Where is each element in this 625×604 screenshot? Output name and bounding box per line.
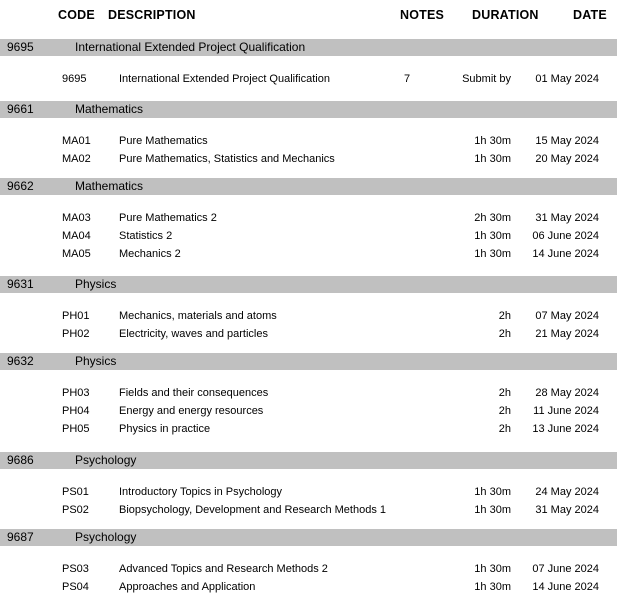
subject-title: Psychology	[75, 530, 137, 544]
subject-header	[0, 178, 617, 195]
unit-date: 07 June 2024	[532, 563, 599, 575]
unit-date: 13 June 2024	[532, 423, 599, 435]
unit-description: Pure Mathematics	[119, 135, 208, 147]
subject-header	[0, 353, 617, 370]
unit-duration: 2h	[498, 328, 511, 340]
column-header-notes: NOTES	[400, 8, 445, 22]
subject-title: Psychology	[75, 453, 137, 467]
unit-description: Pure Mathematics, Statistics and Mechanics	[119, 153, 335, 165]
unit-row	[0, 561, 617, 579]
subject-title: International Extended Project Qualification	[75, 40, 306, 54]
unit-description: Statistics 2	[119, 230, 173, 242]
unit-date: 15 May 2024	[535, 135, 599, 147]
unit-description: Physics in practice	[119, 423, 211, 435]
unit-date: 21 May 2024	[535, 328, 599, 340]
unit-duration: 1h 30m	[474, 581, 511, 593]
unit-row	[0, 228, 617, 246]
unit-row	[0, 133, 617, 151]
column-header-date: DATE	[573, 8, 607, 22]
unit-duration: 1h 30m	[474, 153, 511, 165]
unit-code: MA01	[62, 135, 91, 147]
unit-date: 01 May 2024	[535, 73, 599, 85]
subject-code: 9632	[7, 354, 34, 368]
unit-description: Mechanics, materials and atoms	[119, 310, 277, 322]
unit-description: Biopsychology, Development and Research Methods 1	[119, 504, 387, 516]
unit-description: Mechanics 2	[119, 248, 181, 260]
unit-duration: 2h	[498, 405, 511, 417]
subject-code: 9661	[7, 102, 34, 116]
unit-row	[0, 385, 617, 403]
unit-description: Approaches and Application	[119, 581, 256, 593]
unit-code: MA05	[62, 248, 91, 260]
unit-row	[0, 308, 617, 326]
unit-date: 24 May 2024	[535, 486, 599, 498]
unit-duration: 1h 30m	[474, 248, 511, 260]
unit-code: PH03	[62, 387, 90, 399]
unit-description: Advanced Topics and Research Methods 2	[119, 563, 328, 575]
unit-date: 31 May 2024	[535, 504, 599, 516]
subject-header	[0, 529, 617, 546]
column-header-duration: DURATION	[472, 8, 539, 22]
unit-duration: 2h 30m	[474, 212, 511, 224]
unit-row	[0, 326, 617, 344]
subject-code: 9631	[7, 277, 34, 291]
unit-duration: 1h 30m	[474, 135, 511, 147]
unit-code: PS03	[62, 563, 89, 575]
unit-row	[0, 151, 617, 169]
column-header-description: DESCRIPTION	[108, 8, 196, 22]
unit-code: MA03	[62, 212, 91, 224]
unit-row	[0, 403, 617, 421]
unit-date: 11 June 2024	[533, 405, 599, 417]
unit-row	[0, 484, 617, 502]
unit-code: MA04	[62, 230, 91, 242]
unit-description: Pure Mathematics 2	[119, 212, 217, 224]
unit-code: PS02	[62, 504, 89, 516]
subject-title: Physics	[75, 277, 117, 291]
unit-date: 28 May 2024	[535, 387, 599, 399]
unit-code: PH01	[62, 310, 90, 322]
unit-code: MA02	[62, 153, 91, 165]
subject-header	[0, 452, 617, 469]
unit-description: Energy and energy resources	[119, 405, 264, 417]
unit-code: PH02	[62, 328, 90, 340]
unit-notes: 7	[404, 73, 411, 85]
unit-code: PH05	[62, 423, 90, 435]
subject-code: 9662	[7, 179, 34, 193]
unit-duration: 2h	[498, 310, 511, 322]
unit-row	[0, 71, 617, 89]
unit-date: 14 June 2024	[532, 248, 599, 260]
unit-code: 9695	[62, 73, 87, 85]
subject-header	[0, 39, 617, 56]
unit-duration: Submit by	[462, 73, 511, 85]
unit-code: PS01	[62, 486, 89, 498]
unit-duration: 1h 30m	[474, 504, 511, 516]
unit-date: 14 June 2024	[532, 581, 599, 593]
unit-date: 06 June 2024	[532, 230, 599, 242]
unit-description: Introductory Topics in Psychology	[119, 486, 283, 498]
unit-row	[0, 210, 617, 228]
subject-header	[0, 101, 617, 118]
unit-description: Electricity, waves and particles	[119, 328, 268, 340]
unit-date: 20 May 2024	[535, 153, 599, 165]
unit-description: Fields and their consequences	[119, 387, 269, 399]
subject-title: Physics	[75, 354, 117, 368]
unit-row	[0, 502, 617, 520]
unit-duration: 2h	[498, 387, 511, 399]
unit-code: PH04	[62, 405, 90, 417]
subject-code: 9686	[7, 453, 34, 467]
unit-row	[0, 579, 617, 597]
unit-duration: 2h	[498, 423, 511, 435]
unit-row	[0, 246, 617, 264]
unit-date: 31 May 2024	[535, 212, 599, 224]
subject-code: 9687	[7, 530, 34, 544]
subject-title: Mathematics	[75, 179, 144, 193]
unit-duration: 1h 30m	[474, 230, 511, 242]
column-header-code: CODE	[58, 8, 95, 22]
subject-header	[0, 276, 617, 293]
unit-duration: 1h 30m	[474, 486, 511, 498]
unit-description: International Extended Project Qualification	[119, 73, 330, 85]
subject-code: 9695	[7, 40, 34, 54]
unit-duration: 1h 30m	[474, 563, 511, 575]
unit-row	[0, 421, 617, 439]
unit-code: PS04	[62, 581, 89, 593]
unit-date: 07 May 2024	[535, 310, 599, 322]
subject-title: Mathematics	[75, 102, 144, 116]
